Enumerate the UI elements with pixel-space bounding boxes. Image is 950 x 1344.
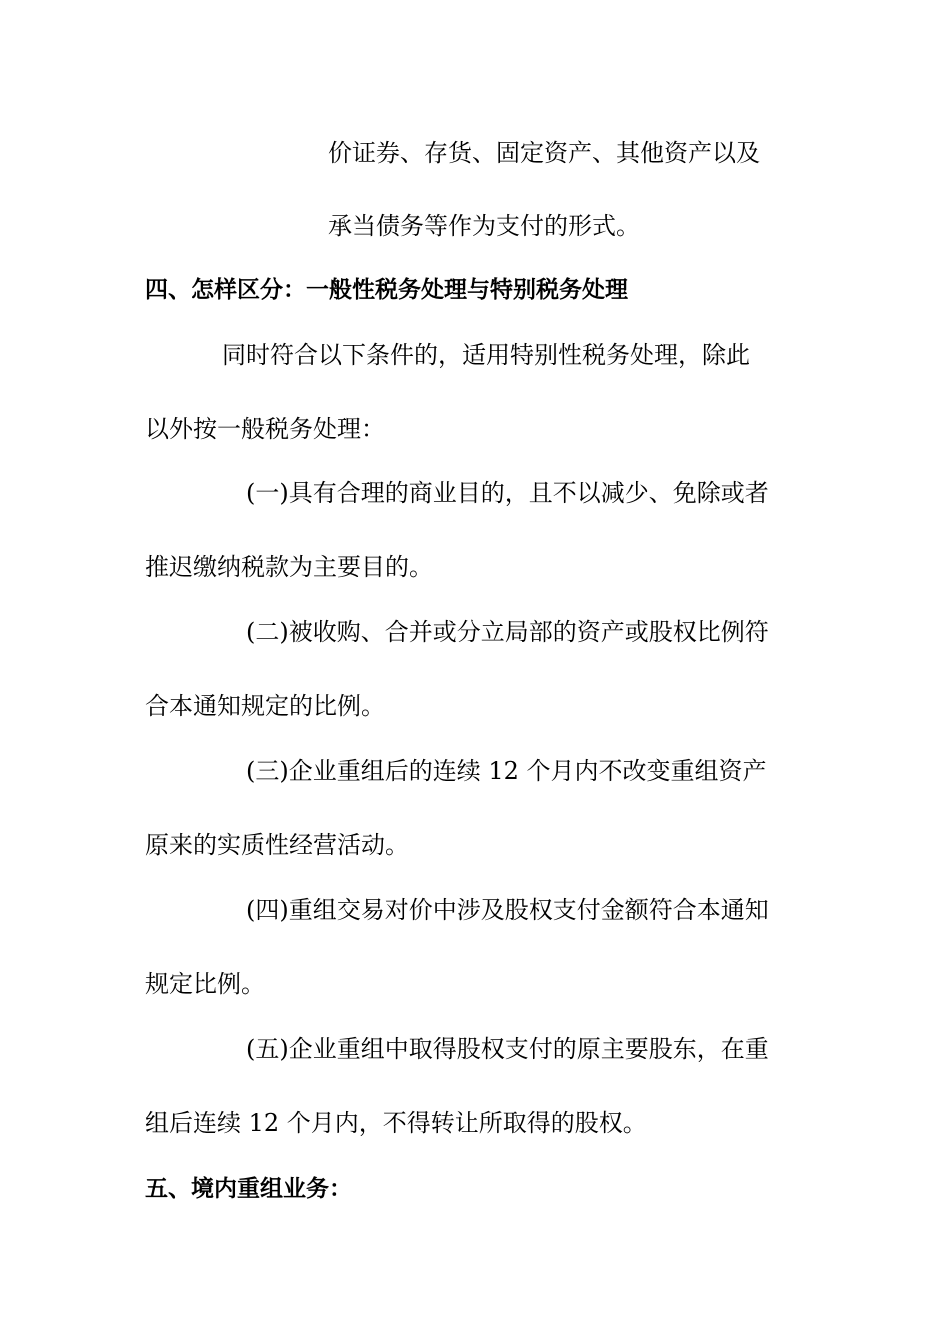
condition-2-line-2: 合本通知规定的比例。 [145,692,385,720]
section-4-heading: 四、怎样区分：一般性税务处理与特别税务处理 [145,277,628,303]
section-5-heading: 五、境内重组业务： [145,1176,352,1202]
condition-5-line-1: (五)企业重组中取得股权支付的原主要股东，在重 [246,1035,769,1063]
condition-4-line-1: (四)重组交易对价中涉及股权支付金额符合本通知 [246,896,769,924]
condition-2-line-1: (二)被收购、合并或分立局部的资产或股权比例符 [246,618,769,646]
condition-3-line-2: 原来的实质性经营活动。 [145,831,409,859]
condition-1-line-2: 推迟缴纳税款为主要目的。 [145,553,433,581]
section-4-intro-line-1: 同时符合以下条件的，适用特别性税务处理，除此 [222,341,750,369]
continuation-line-2: 承当债务等作为支付的形式。 [328,212,640,240]
condition-5-line-2: 组后连续 12 个月内，不得转让所取得的股权。 [145,1109,647,1137]
condition-3-line-1: (三)企业重组后的连续 12 个月内不改变重组资产 [246,757,767,785]
section-4-intro-line-2: 以外按一般税务处理： [145,415,385,443]
condition-4-line-2: 规定比例。 [145,970,265,998]
condition-1-line-1: (一)具有合理的商业目的，且不以减少、免除或者 [246,479,769,507]
continuation-line-1: 价证券、存货、固定资产、其他资产以及 [328,139,760,167]
